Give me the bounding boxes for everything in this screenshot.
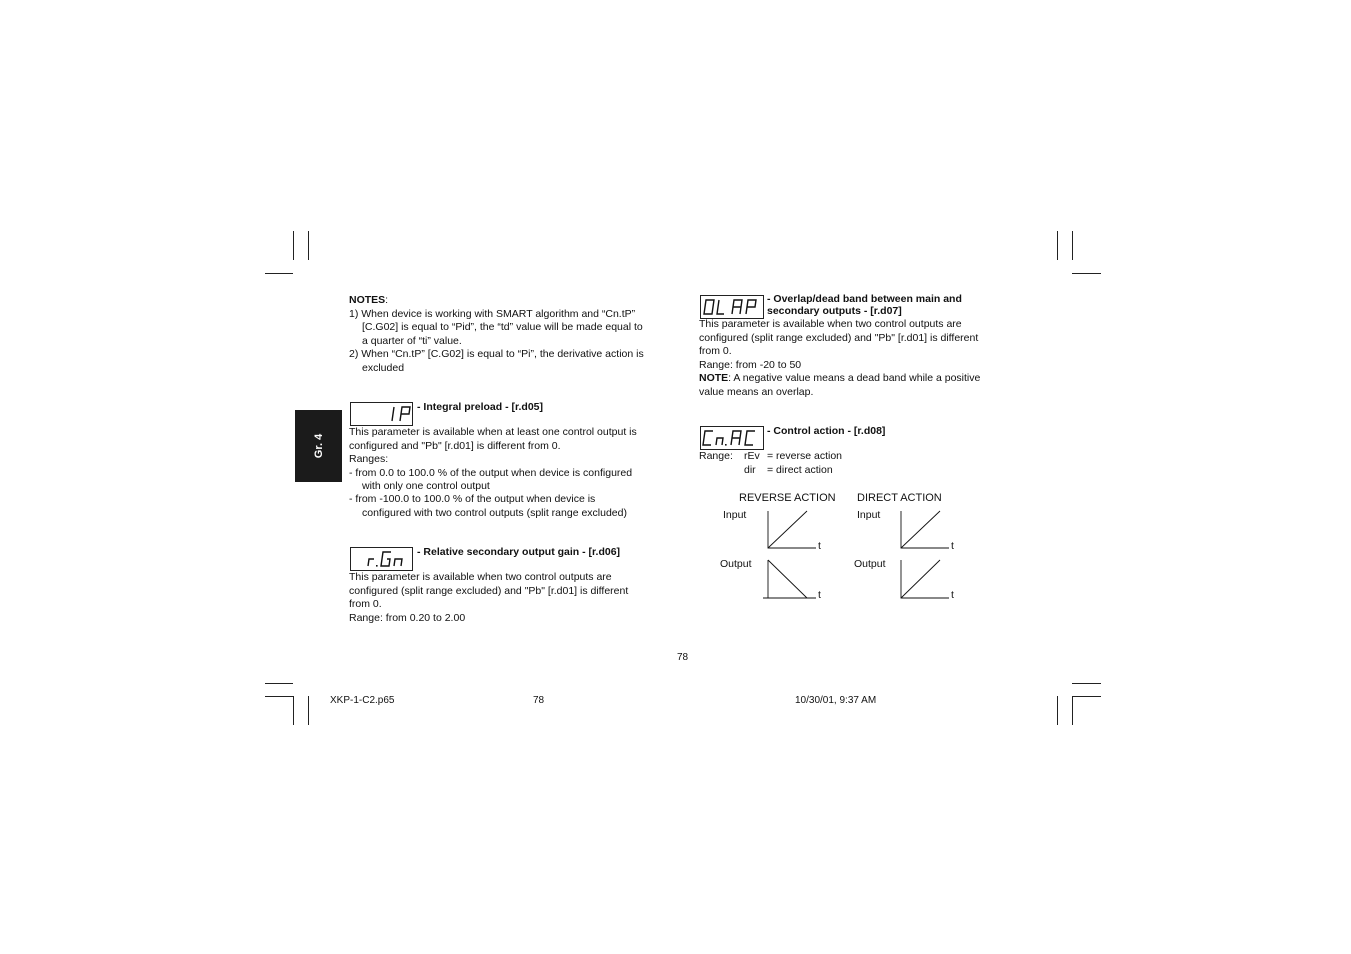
option-rev-code: rEv bbox=[744, 450, 760, 462]
direct-output-axes bbox=[901, 560, 949, 598]
option-dir-text: = direct action bbox=[767, 464, 833, 476]
notes-item-1-line-2: [C.G02] is equal to “Pid”, the “td” value will be made equal to bbox=[362, 321, 643, 333]
notes-colon: : bbox=[385, 294, 389, 306]
integral-preload-bullet-1-line-2: with only one control output bbox=[362, 480, 490, 492]
overlap-title-line-1: - Overlap/dead band between main and bbox=[767, 293, 962, 305]
notes-title: NOTES bbox=[349, 294, 386, 306]
reverse-input-t-label: t bbox=[818, 540, 821, 552]
secondary-gain-title: - Relative secondary output gain - [r.d06] bbox=[417, 546, 621, 558]
overlap-line-2: configured (split range excluded) and "Pb" [r.d01] is different bbox=[699, 332, 979, 344]
secondary-gain-line-4: Range: from 0.20 to 2.00 bbox=[349, 612, 466, 624]
direct-output-t-label: t bbox=[951, 589, 954, 601]
control-action-title: - Control action - [r.d08] bbox=[767, 425, 886, 437]
crop-mark bbox=[265, 696, 293, 697]
option-dir-code: dir bbox=[744, 464, 756, 476]
direct-output-graph bbox=[893, 557, 949, 601]
reverse-output-t-label: t bbox=[818, 589, 821, 601]
crop-mark bbox=[1072, 683, 1101, 684]
direct-output-ramp bbox=[901, 560, 940, 598]
reverse-input-label: Input bbox=[723, 509, 747, 521]
reverse-output-ramp bbox=[768, 560, 807, 598]
direct-action-heading: DIRECT ACTION bbox=[857, 492, 942, 504]
option-rev-text: = reverse action bbox=[767, 450, 842, 462]
secondary-gain-line-3: from 0. bbox=[349, 598, 382, 610]
direct-output-label: Output bbox=[854, 558, 886, 570]
overlap-note bbox=[699, 372, 980, 386]
integral-preload-line-1: This parameter is available when at least one control output is bbox=[349, 426, 637, 438]
crop-mark bbox=[1072, 696, 1073, 725]
footer-file: XKP-1-C2.p65 bbox=[330, 695, 395, 706]
notes-item-1-line-1: 1) When device is working with SMART algorithm and “Cn.tP” bbox=[349, 308, 636, 320]
overlap-line-4: Range: from -20 to 50 bbox=[699, 359, 802, 371]
reverse-input-graph bbox=[760, 508, 816, 552]
crop-mark bbox=[1072, 696, 1101, 697]
display-cnac bbox=[700, 426, 764, 450]
direct-input-t-label: t bbox=[951, 540, 954, 552]
crop-mark bbox=[1057, 231, 1058, 260]
integral-preload-line-3: Ranges: bbox=[349, 453, 389, 465]
section-tab bbox=[295, 410, 342, 482]
reverse-input-axes bbox=[768, 511, 816, 548]
crop-mark bbox=[293, 231, 294, 260]
integral-preload-bullet-1-line-1: - from 0.0 to 100.0 % of the output when device is configured bbox=[349, 467, 633, 479]
crop-mark bbox=[308, 231, 309, 260]
integral-preload-title: - Integral preload - [r.d05] bbox=[417, 401, 544, 413]
overlap-title-line-2: secondary outputs - [r.d07] bbox=[767, 305, 902, 317]
notes-item-2-line-1: 2) When “Cn.tP” [C.G02] is equal to “Pi”, the derivative action is bbox=[349, 348, 644, 360]
integral-preload-line-2: configured and "Pb" [r.d01] is different from 0. bbox=[349, 440, 561, 452]
reverse-output-label: Output bbox=[720, 558, 752, 570]
overlap-line-1: This parameter is available when two control outputs are bbox=[699, 318, 962, 330]
footer-datetime: 10/30/01, 9:37 AM bbox=[795, 695, 877, 706]
crop-mark bbox=[293, 696, 294, 725]
crop-mark bbox=[308, 696, 309, 725]
direct-input-label: Input bbox=[857, 509, 881, 521]
crop-mark bbox=[265, 273, 293, 274]
notes-item-2-line-2: excluded bbox=[362, 362, 405, 374]
page-number: 78 bbox=[677, 652, 689, 663]
secondary-gain-line-1: This parameter is available when two control outputs are bbox=[349, 571, 612, 583]
section-tab-label: Gr. 4 bbox=[312, 433, 325, 459]
note-text: : A negative value means a dead band while a positive bbox=[728, 372, 981, 384]
overlap-line-3: from 0. bbox=[699, 345, 732, 357]
note-label: NOTE bbox=[699, 372, 729, 384]
footer-page: 78 bbox=[533, 695, 545, 706]
notes-item-1-line-3: a quarter of “ti” value. bbox=[362, 335, 462, 347]
display-ip bbox=[350, 402, 413, 426]
reverse-input-ramp bbox=[768, 511, 807, 548]
notes-heading bbox=[349, 294, 388, 308]
crop-mark bbox=[1072, 231, 1073, 260]
display-olap bbox=[700, 295, 764, 319]
reverse-output-graph bbox=[760, 557, 816, 601]
crop-mark bbox=[265, 683, 293, 684]
direct-input-axes bbox=[901, 511, 949, 548]
secondary-gain-line-2: configured (split range excluded) and "Pb" [r.d01] is different bbox=[349, 585, 629, 597]
crop-mark bbox=[1057, 696, 1058, 725]
reverse-output-axes bbox=[763, 560, 816, 598]
direct-input-ramp bbox=[901, 511, 940, 548]
display-rgn bbox=[350, 547, 413, 571]
overlap-note-line-2: value means an overlap. bbox=[699, 386, 814, 398]
crop-mark bbox=[1072, 273, 1101, 274]
integral-preload-bullet-2-line-1: - from -100.0 to 100.0 % of the output when device is bbox=[349, 493, 596, 505]
direct-input-graph bbox=[893, 508, 949, 552]
integral-preload-bullet-2-line-2: configured with two control outputs (split range excluded) bbox=[362, 507, 627, 519]
reverse-action-heading: REVERSE ACTION bbox=[739, 492, 836, 504]
range-label: Range: bbox=[699, 450, 733, 462]
